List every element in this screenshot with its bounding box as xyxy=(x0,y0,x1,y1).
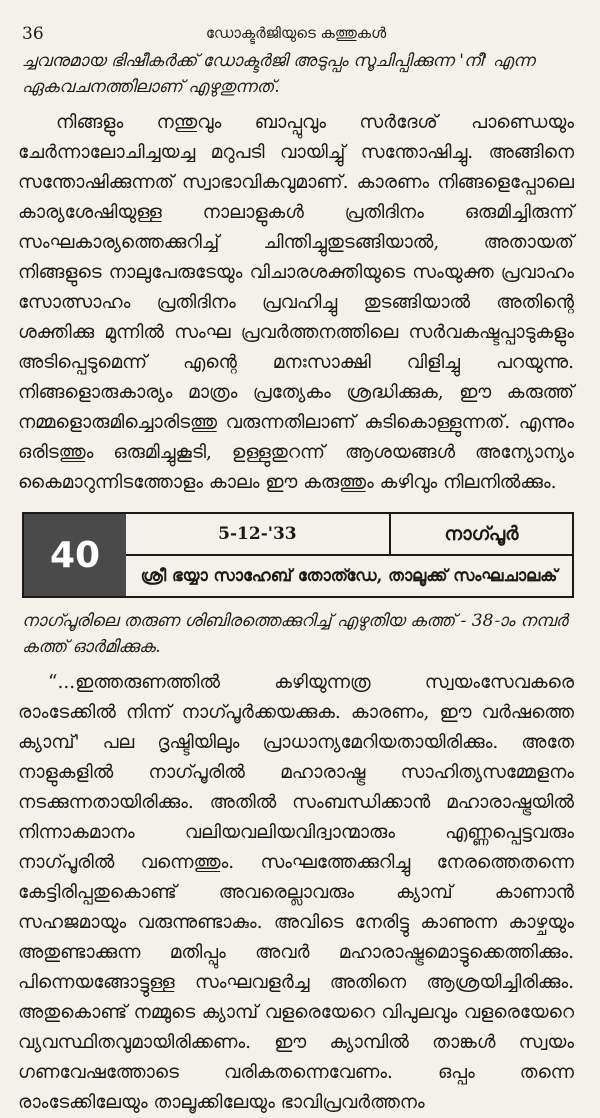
running-title: ഡോക്ടർജിയുടെ കത്തുകൾ xyxy=(205,24,387,42)
letter-place: നാഗ്പൂർ xyxy=(444,523,519,545)
letter-heading-box xyxy=(22,512,574,598)
letter-recipient: ശ്രീ ഭയ്യാ സാഹേബ് തോത്ഡേ, താലൂക്ക് സംഘചാലക് xyxy=(140,566,558,585)
letter-number: 40 xyxy=(24,514,126,596)
page-header xyxy=(18,14,574,48)
letter-note: നാഗ്പൂരിലെ തരുണ ശിബിരത്തെക്കുറിച്ച് എഴുതിയ കത്ത് - 38-ാം നമ്പർ കത്ത് ഓർമിക്കുക. xyxy=(22,611,568,657)
letter-meta xyxy=(126,514,572,596)
intro-note: ച്ചവനുമായ ഭിഷീകർക്ക് ഡോക്ടർജി അടുപ്പം സൂചിപ്പിക്കുന്ന 'നീ' എന്ന ഏകവചനത്തിലാണ് എഴുതുന്നത്. xyxy=(22,51,535,97)
letter-meta-row xyxy=(126,514,572,556)
paragraph-2: “...ഇത്തരുണത്തിൽ കഴിയുന്നത്ര സ്വയംസേവകരെ രാംടേക്കിൽ നിന്ന് നാഗ്പൂർക്കയക്കുക. കാരണം, ഈ വർഷത്തെ ക്യാമ്പ്' പല ദൃഷ്ടിയിലും പ്രാധാന്യമേറിയതായിരിക്കും. അതേ നാളുകളിൽ നാഗ്പൂരിൽ മഹാരാഷ്ട്ര സാഹിത്യസമ്മേളനം നടക്കുന്നതായിരിക്കും. അതിൽ സംബന്ധിക്കാൻ മഹാരാഷ്ട്രയിൽ നിന്നാകമാനം വലിയവലിയവിദ്വാന്മാരും എണ്ണപ്പെട്ടവരും നാഗ്പൂരിൽ വന്നെത്തും. സംഘത്തേക്കുറിച്ചു നേരത്തെതന്നെ കേട്ടിരിപ്പതുകൊണ്ട് അവരെല്ലാവരും ക്യാമ്പ് കാണാൻ സഹജമായും വരുന്നുണ്ടാകും. അവിടെ നേരിട്ടു കാണുന്ന കാഴ്ചയും അതുണ്ടാക്കുന്ന മതിപ്പും അവർ മഹാരാഷ്ട്രമൊട്ടുക്കെത്തിക്കും. പിന്നെയങ്ങോട്ടുള്ള സംഘവളർച്ച അതിനെ ആശ്രയിച്ചിരിക്കും. അതുകൊണ്ട് നമ്മുടെ ക്യാമ്പ് വളരെയേറെ വിപുലവും വളരെയേറെ വ്യവസ്ഥിതവുമായിരിക്കണം. ഈ ക്യാമ്പിൽ താങ്കൾ സ്വയം ഗണവേഷത്തോടെ വരികതന്നെവേണം. ഒപ്പം തന്നെ രാംടേക്കിലേയും താലൂക്കിലേയും ഭാവിപ്രവർത്തനം xyxy=(18,672,574,1113)
letter-date: 5-12-'33 xyxy=(126,514,391,554)
page-number: 36 xyxy=(22,24,44,44)
paragraph-1: നിങ്ങളും നന്തുവും ബാപ്പുവും സർദേശ് പാണ്ഡെയും ചേർന്നാലോചിച്ചയച്ച മറുപടി വായിച്ചു് സന്തോഷിച്ചു. അങ്ങിനെ സന്തോഷിക്കുന്നത് സ്വാഭാവികവുമാണ്. കാരണം നിങ്ങളെപ്പോലെ കാര്യശേഷിയുള്ള നാലാളുകൾ പ്രതിദിനം ഒരുമിച്ചിരുന്ന് സംഘകാര്യത്തെക്കുറിച്ച് ചിന്തിച്ചുതുടങ്ങിയാൽ, അതായത് നിങ്ങളുടെ നാലുപേരുടേയും വിചാരശക്തിയുടെ സംയുക്ത പ്രവാഹം സോത്സാഹം പ്രതിദിനം പ്രവഹിച്ചു തുടങ്ങിയാൽ അതിന്റെ ശക്തിക്കു മുന്നിൽ സംഘ പ്രവർത്തനത്തിലെ സർവകഷ്ടപ്പാടുകളും അടിപ്പെടുമെന്ന് എന്റെ മനഃസാക്ഷി വിളിച്ചു പറയുന്നു. നിങ്ങളൊരുകാര്യം മാത്രം പ്രത്യേകം ശ്രദ്ധിക്കുക, ഈ കരുത്ത് നമ്മളൊരുമിച്ചൊരിടത്തു വരുന്നതിലാണ് കുടികൊള്ളുന്നത്. എന്നും ഒരിടത്തും ഒരുമിച്ചുകൂടി, ഉള്ളുതുറന്ന് ആശയങ്ങൾ അന്യോന്യം കൈമാറുന്നിടത്തോളം കാലം ഈ കരുത്തും കഴിവും നിലനിൽക്കും. xyxy=(18,112,574,493)
